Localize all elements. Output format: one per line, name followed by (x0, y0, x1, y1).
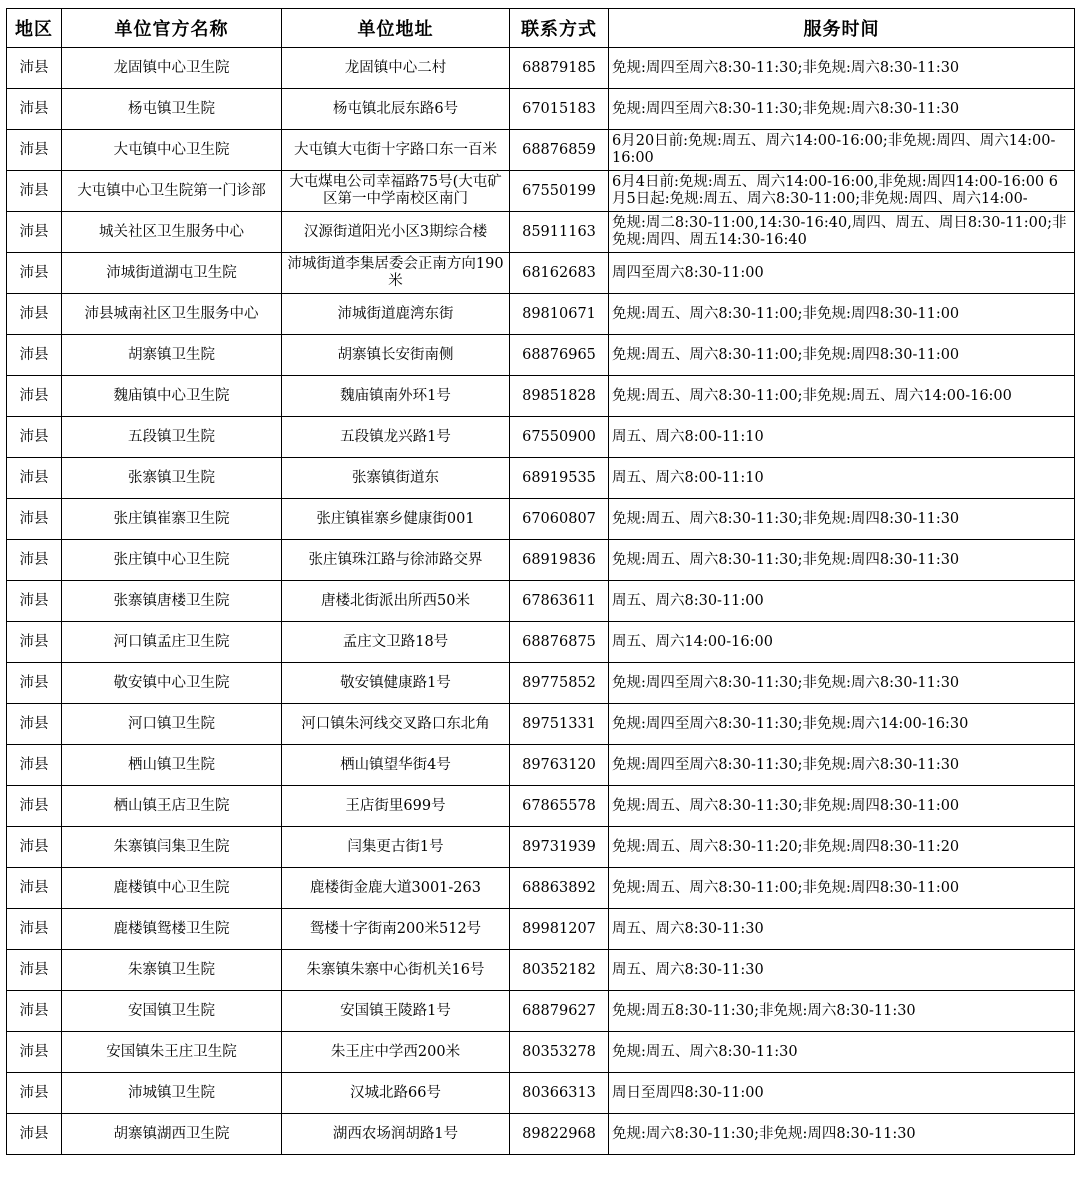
clinic-schedule-table (6, 8, 1075, 1155)
table-row (7, 458, 1075, 499)
name-cell: 五段镇卫生院 (62, 417, 282, 458)
region-cell: 沛县 (7, 704, 62, 745)
name-cell: 杨屯镇卫生院 (62, 89, 282, 130)
region-cell: 沛县 (7, 130, 62, 171)
hours-cell: 周五、周六8:00-11:10 (609, 458, 1075, 499)
phone-cell: 80353278 (510, 1032, 609, 1073)
address-cell: 湖西农场润胡路1号 (282, 1114, 510, 1155)
phone-cell: 67550199 (510, 171, 609, 212)
region-cell: 沛县 (7, 991, 62, 1032)
phone-cell: 67865578 (510, 786, 609, 827)
address-cell: 张庄镇珠江路与徐沛路交界 (282, 540, 510, 581)
hours-cell: 免规:周五8:30-11:30;非免规:周六8:30-11:30 (609, 991, 1075, 1032)
region-cell: 沛县 (7, 622, 62, 663)
name-cell: 龙固镇中心卫生院 (62, 48, 282, 89)
phone-cell: 80366313 (510, 1073, 609, 1114)
address-cell: 安国镇王陵路1号 (282, 991, 510, 1032)
address-cell: 魏庙镇南外环1号 (282, 376, 510, 417)
hours-cell: 周五、周六8:30-11:30 (609, 909, 1075, 950)
region-cell: 沛县 (7, 1032, 62, 1073)
hours-cell: 免规:周五、周六8:30-11:20;非免规:周四8:30-11:20 (609, 827, 1075, 868)
address-cell: 汉城北路66号 (282, 1073, 510, 1114)
header-hours: 服务时间 (609, 9, 1075, 48)
table-row (7, 950, 1075, 991)
phone-cell: 68876875 (510, 622, 609, 663)
hours-cell: 周四至周六8:30-11:00 (609, 253, 1075, 294)
table-header (7, 9, 1075, 48)
table-row (7, 294, 1075, 335)
name-cell: 胡寨镇卫生院 (62, 335, 282, 376)
table-row (7, 745, 1075, 786)
address-cell: 张寨镇街道东 (282, 458, 510, 499)
table-row (7, 1114, 1075, 1155)
table-row (7, 540, 1075, 581)
table-row (7, 663, 1075, 704)
address-cell: 沛城街道鹿湾东街 (282, 294, 510, 335)
region-cell: 沛县 (7, 171, 62, 212)
table-row (7, 704, 1075, 745)
region-cell: 沛县 (7, 1073, 62, 1114)
region-cell: 沛县 (7, 458, 62, 499)
name-cell: 栖山镇卫生院 (62, 745, 282, 786)
address-cell: 孟庄文卫路18号 (282, 622, 510, 663)
table-row (7, 171, 1075, 212)
phone-cell: 68879627 (510, 991, 609, 1032)
address-cell: 唐楼北街派出所西50米 (282, 581, 510, 622)
name-cell: 城关社区卫生服务中心 (62, 212, 282, 253)
phone-cell: 68919836 (510, 540, 609, 581)
hours-cell: 免规:周五、周六8:30-11:00;非免规:周四8:30-11:00 (609, 868, 1075, 909)
document-page (6, 8, 1075, 1155)
name-cell: 大屯镇中心卫生院 (62, 130, 282, 171)
phone-cell: 68879185 (510, 48, 609, 89)
table-row (7, 48, 1075, 89)
phone-cell: 89731939 (510, 827, 609, 868)
header-row (7, 9, 1075, 48)
phone-cell: 67550900 (510, 417, 609, 458)
region-cell: 沛县 (7, 745, 62, 786)
name-cell: 胡寨镇湖西卫生院 (62, 1114, 282, 1155)
region-cell: 沛县 (7, 499, 62, 540)
name-cell: 鹿楼镇中心卫生院 (62, 868, 282, 909)
table-row (7, 253, 1075, 294)
region-cell: 沛县 (7, 1114, 62, 1155)
header-name: 单位官方名称 (62, 9, 282, 48)
phone-cell: 67060807 (510, 499, 609, 540)
region-cell: 沛县 (7, 335, 62, 376)
address-cell: 河口镇朱河线交叉路口东北角 (282, 704, 510, 745)
hours-cell: 周日至周四8:30-11:00 (609, 1073, 1075, 1114)
address-cell: 敬安镇健康路1号 (282, 663, 510, 704)
table-body (7, 48, 1075, 1155)
address-cell: 大屯煤电公司幸福路75号(大屯矿区第一中学南校区南门 (282, 171, 510, 212)
name-cell: 大屯镇中心卫生院第一门诊部 (62, 171, 282, 212)
hours-cell: 6月4日前:免规:周五、周六14:00-16:00,非免规:周四14:00-16:00 6月5日起:免规:周五、周六8:30-11:00;非免规:周四、周六14:00- (609, 171, 1075, 212)
table-row (7, 89, 1075, 130)
hours-cell: 周五、周六8:00-11:10 (609, 417, 1075, 458)
table-row (7, 1073, 1075, 1114)
address-cell: 王店街里699号 (282, 786, 510, 827)
phone-cell: 68162683 (510, 253, 609, 294)
table-row (7, 417, 1075, 458)
phone-cell: 85911163 (510, 212, 609, 253)
name-cell: 沛城街道湖屯卫生院 (62, 253, 282, 294)
table-row (7, 868, 1075, 909)
table-row (7, 827, 1075, 868)
hours-cell: 周五、周六8:30-11:30 (609, 950, 1075, 991)
name-cell: 魏庙镇中心卫生院 (62, 376, 282, 417)
phone-cell: 67015183 (510, 89, 609, 130)
phone-cell: 68876965 (510, 335, 609, 376)
hours-cell: 免规:周五、周六8:30-11:30 (609, 1032, 1075, 1073)
region-cell: 沛县 (7, 294, 62, 335)
name-cell: 河口镇卫生院 (62, 704, 282, 745)
region-cell: 沛县 (7, 417, 62, 458)
region-cell: 沛县 (7, 909, 62, 950)
address-cell: 五段镇龙兴路1号 (282, 417, 510, 458)
phone-cell: 80352182 (510, 950, 609, 991)
header-region: 地区 (7, 9, 62, 48)
header-phone: 联系方式 (510, 9, 609, 48)
region-cell: 沛县 (7, 48, 62, 89)
region-cell: 沛县 (7, 581, 62, 622)
region-cell: 沛县 (7, 786, 62, 827)
hours-cell: 周五、周六8:30-11:00 (609, 581, 1075, 622)
table-row (7, 622, 1075, 663)
hours-cell: 免规:周四至周六8:30-11:30;非免规:周六8:30-11:30 (609, 89, 1075, 130)
hours-cell: 免规:周四至周六8:30-11:30;非免规:周六14:00-16:30 (609, 704, 1075, 745)
phone-cell: 89981207 (510, 909, 609, 950)
phone-cell: 89751331 (510, 704, 609, 745)
hours-cell: 免规:周五、周六8:30-11:30;非免规:周四8:30-11:00 (609, 786, 1075, 827)
phone-cell: 89810671 (510, 294, 609, 335)
name-cell: 张庄镇中心卫生院 (62, 540, 282, 581)
name-cell: 朱寨镇闫集卫生院 (62, 827, 282, 868)
name-cell: 栖山镇王店卫生院 (62, 786, 282, 827)
hours-cell: 免规:周五、周六8:30-11:30;非免规:周四8:30-11:30 (609, 499, 1075, 540)
phone-cell: 89851828 (510, 376, 609, 417)
hours-cell: 6月20日前:免规:周五、周六14:00-16:00;非免规:周四、周六14:00-16:00 (609, 130, 1075, 171)
table-row (7, 212, 1075, 253)
address-cell: 鹿楼街金鹿大道3001-263 (282, 868, 510, 909)
hours-cell: 免规:周五、周六8:30-11:00;非免规:周四8:30-11:00 (609, 335, 1075, 376)
address-cell: 张庄镇崔寨乡健康街001 (282, 499, 510, 540)
address-cell: 胡寨镇长安街南侧 (282, 335, 510, 376)
name-cell: 安国镇卫生院 (62, 991, 282, 1032)
address-cell: 大屯镇大屯街十字路口东一百米 (282, 130, 510, 171)
name-cell: 敬安镇中心卫生院 (62, 663, 282, 704)
name-cell: 沛城镇卫生院 (62, 1073, 282, 1114)
name-cell: 张庄镇崔寨卫生院 (62, 499, 282, 540)
hours-cell: 免规:周五、周六8:30-11:30;非免规:周四8:30-11:30 (609, 540, 1075, 581)
region-cell: 沛县 (7, 212, 62, 253)
table-row (7, 786, 1075, 827)
phone-cell: 68919535 (510, 458, 609, 499)
region-cell: 沛县 (7, 663, 62, 704)
address-cell: 龙固镇中心二村 (282, 48, 510, 89)
phone-cell: 68863892 (510, 868, 609, 909)
phone-cell: 68876859 (510, 130, 609, 171)
table-row (7, 499, 1075, 540)
table-row (7, 991, 1075, 1032)
hours-cell: 免规:周四至周六8:30-11:30;非免规:周六8:30-11:30 (609, 745, 1075, 786)
address-cell: 朱寨镇朱寨中心街机关16号 (282, 950, 510, 991)
header-address: 单位地址 (282, 9, 510, 48)
name-cell: 安国镇朱王庄卫生院 (62, 1032, 282, 1073)
name-cell: 河口镇孟庄卫生院 (62, 622, 282, 663)
phone-cell: 89775852 (510, 663, 609, 704)
hours-cell: 免规:周四至周六8:30-11:30;非免规:周六8:30-11:30 (609, 663, 1075, 704)
address-cell: 杨屯镇北辰东路6号 (282, 89, 510, 130)
hours-cell: 免规:周五、周六8:30-11:00;非免规:周四8:30-11:00 (609, 294, 1075, 335)
address-cell: 朱王庄中学西200米 (282, 1032, 510, 1073)
region-cell: 沛县 (7, 540, 62, 581)
hours-cell: 周五、周六14:00-16:00 (609, 622, 1075, 663)
address-cell: 沛城街道李集居委会正南方向190米 (282, 253, 510, 294)
table-row (7, 335, 1075, 376)
hours-cell: 免规:周五、周六8:30-11:00;非免规:周五、周六14:00-16:00 (609, 376, 1075, 417)
table-row (7, 1032, 1075, 1073)
table-row (7, 581, 1075, 622)
table-row (7, 130, 1075, 171)
region-cell: 沛县 (7, 376, 62, 417)
phone-cell: 89763120 (510, 745, 609, 786)
name-cell: 张寨镇唐楼卫生院 (62, 581, 282, 622)
region-cell: 沛县 (7, 253, 62, 294)
hours-cell: 免规:周二8:30-11:00,14:30-16:40,周四、周五、周日8:30-11:00;非免规:周四、周五14:30-16:40 (609, 212, 1075, 253)
name-cell: 鹿楼镇鸳楼卫生院 (62, 909, 282, 950)
region-cell: 沛县 (7, 89, 62, 130)
address-cell: 鸳楼十字街南200米512号 (282, 909, 510, 950)
name-cell: 张寨镇卫生院 (62, 458, 282, 499)
hours-cell: 免规:周四至周六8:30-11:30;非免规:周六8:30-11:30 (609, 48, 1075, 89)
address-cell: 闫集更古街1号 (282, 827, 510, 868)
table-row (7, 376, 1075, 417)
region-cell: 沛县 (7, 827, 62, 868)
region-cell: 沛县 (7, 950, 62, 991)
address-cell: 栖山镇望华街4号 (282, 745, 510, 786)
hours-cell: 免规:周六8:30-11:30;非免规:周四8:30-11:30 (609, 1114, 1075, 1155)
region-cell: 沛县 (7, 868, 62, 909)
name-cell: 朱寨镇卫生院 (62, 950, 282, 991)
phone-cell: 67863611 (510, 581, 609, 622)
address-cell: 汉源街道阳光小区3期综合楼 (282, 212, 510, 253)
phone-cell: 89822968 (510, 1114, 609, 1155)
table-row (7, 909, 1075, 950)
name-cell: 沛县城南社区卫生服务中心 (62, 294, 282, 335)
